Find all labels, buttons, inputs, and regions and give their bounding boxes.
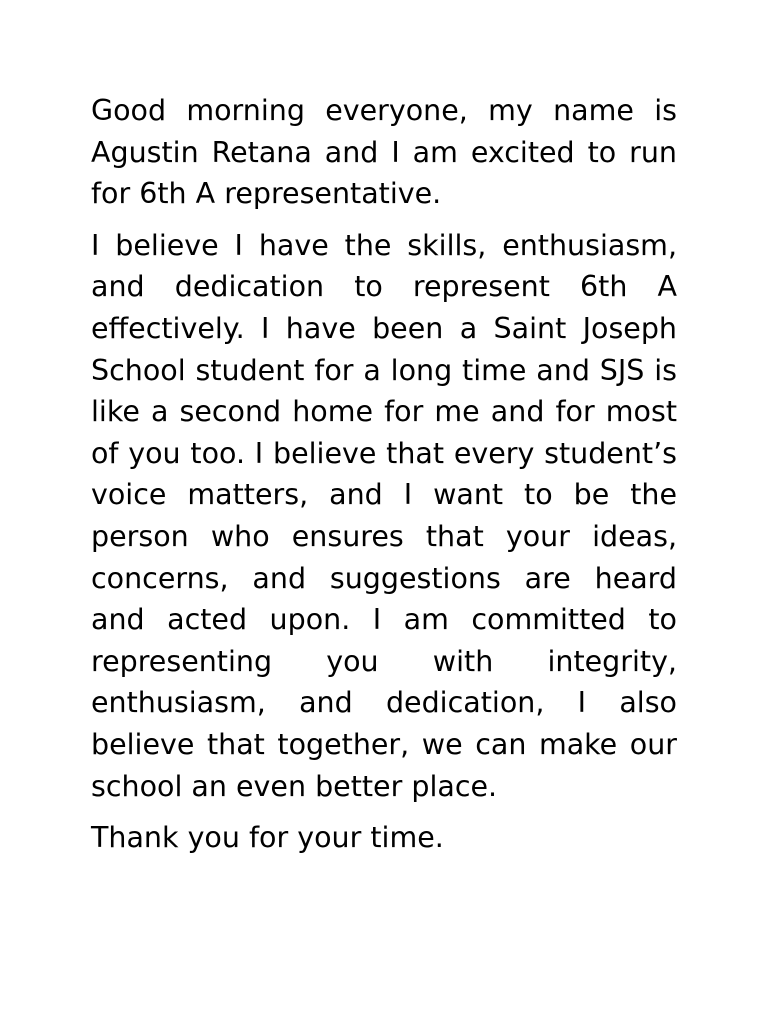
paragraph-body: I believe I have the skills, enthusiasm, and dedication to represent 6th A effectively. I have been a Saint Joseph School student for a long time and SJS is like a second home for me and for most of you too. I believe that every student’s voice matters, and I want to be the person who ensures that your ideas, concerns, and suggestions are heard and acted upon. I am committed to representing you with integrity, enthusiasm, and dedication, I also believe that together, we can make our school an even better place.	[91, 228, 677, 803]
paragraph-greeting: Good morning everyone, my name is Agustin Retana and I am excited to run for 6th A representative.	[91, 94, 677, 211]
speech-text	[91, 90, 677, 869]
paragraph-closing: Thank you for your time.	[91, 821, 444, 855]
